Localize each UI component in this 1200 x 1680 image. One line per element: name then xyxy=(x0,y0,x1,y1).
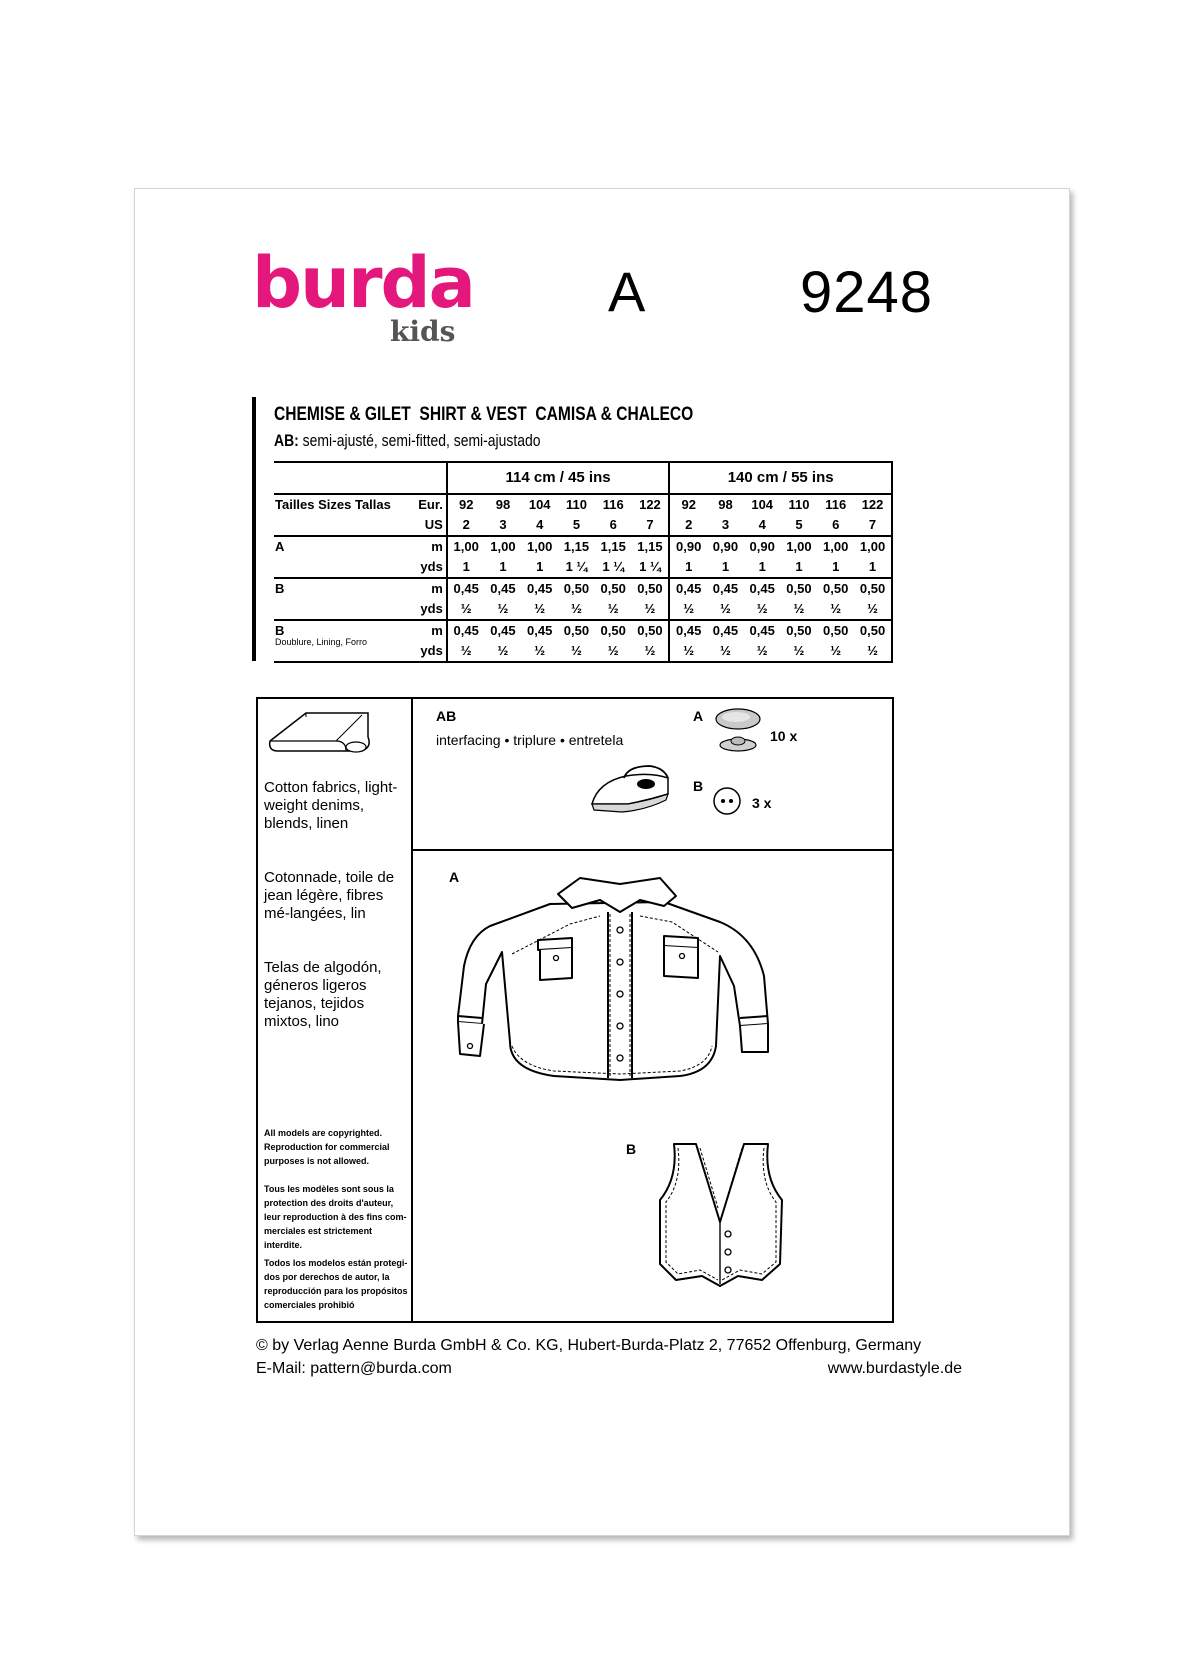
size-us: 6 xyxy=(595,515,632,536)
website-link[interactable]: www.burdastyle.de xyxy=(827,1360,962,1377)
yards-value: 1 xyxy=(669,557,707,578)
meters-value: 0,45 xyxy=(490,623,516,638)
yards-value: 1 ¼ xyxy=(632,557,670,578)
yards-value: 1 ¼ xyxy=(558,557,595,578)
yards-value: ½ xyxy=(781,599,818,620)
size-us: 7 xyxy=(632,515,670,536)
size-eur: 122 xyxy=(632,494,670,515)
size-us: 2 xyxy=(447,515,485,536)
yards-value: ½ xyxy=(558,599,595,620)
yards-value: 1 xyxy=(781,557,818,578)
meters-value: 0,50 xyxy=(854,620,892,641)
size-eur: 98 xyxy=(718,497,733,512)
size-eur: 92 xyxy=(681,497,696,512)
yards-value: ½ xyxy=(854,599,892,620)
size-us: 3 xyxy=(707,515,744,536)
width-header: 140 cm / 55 ins xyxy=(669,462,892,494)
title-bar xyxy=(252,397,256,661)
fabric-suggestions-en: Cotton fabrics, light-weight denims, blends, linen xyxy=(264,779,398,832)
yards-value: 1 xyxy=(485,557,522,578)
meters-value: 1,00 xyxy=(453,539,479,554)
yardage-row-m xyxy=(274,536,892,557)
pattern-number: 9248 xyxy=(800,260,934,325)
yards-value: 1 xyxy=(707,557,744,578)
empty-cell xyxy=(274,515,411,536)
snaps-view: A xyxy=(693,708,704,724)
size-eur: 98 xyxy=(495,497,511,512)
sizes-label: Tailles Sizes Tallas xyxy=(274,494,411,515)
yards-value: ½ xyxy=(854,641,892,662)
interfacing-text: interfacing • triplure • entretela xyxy=(436,732,624,748)
table-corner xyxy=(274,462,447,494)
yardage-row-m xyxy=(274,578,892,599)
view-row-label xyxy=(274,620,411,662)
meters-value: 0,45 xyxy=(453,581,479,596)
meters-value: 0,45 xyxy=(712,623,739,638)
view-row-label xyxy=(274,578,411,620)
yards-value: ½ xyxy=(485,599,522,620)
button-icon xyxy=(712,786,742,816)
size-us: 4 xyxy=(521,515,558,536)
yards-value: ½ xyxy=(632,599,670,620)
size-us: 6 xyxy=(817,515,854,536)
fabric-suggestions-es: Telas de algodón, géneros ligeros tejanos, tejidos mixtos, lino xyxy=(264,959,382,1030)
size-us: 3 xyxy=(485,515,522,536)
unit-yds: yds xyxy=(411,599,447,620)
meters-value: 0,45 xyxy=(527,623,553,638)
row-sub-label: Doublure, Lining, Forro xyxy=(275,637,368,647)
meters-value: 0,45 xyxy=(490,581,516,596)
meters-value: 1,00 xyxy=(490,539,516,554)
yardage-table xyxy=(274,461,893,663)
yards-value: ½ xyxy=(447,599,485,620)
snaps-quantity: 10 x xyxy=(770,728,798,744)
logo-burda: burda xyxy=(252,242,474,324)
yards-value: ½ xyxy=(744,641,781,662)
meters-value: 0,50 xyxy=(786,623,812,638)
row-view: B xyxy=(275,581,285,596)
meters-value: 0,50 xyxy=(823,623,849,638)
size-eur: 110 xyxy=(788,497,810,512)
size-eur: 122 xyxy=(854,494,892,515)
meters-value: 0,45 xyxy=(749,581,775,596)
yards-value: 1 xyxy=(854,557,892,578)
box-row-divider xyxy=(411,849,894,851)
yards-value: 1 xyxy=(817,557,854,578)
meters-value: 1,15 xyxy=(632,536,670,557)
width-header: 114 cm / 45 ins xyxy=(447,462,670,494)
iron-icon xyxy=(588,760,674,816)
meters-value: 1,00 xyxy=(823,539,849,554)
view-b-label: B xyxy=(626,1141,637,1157)
size-eur: 104 xyxy=(528,497,551,512)
buttons-view: B xyxy=(693,778,704,794)
meters-value: 0,50 xyxy=(854,578,892,599)
meters-value: 0,50 xyxy=(786,581,812,596)
yards-value: ½ xyxy=(817,599,854,620)
view-a-label: A xyxy=(449,869,460,885)
copyright-es: Todos los modelos están protegi-dos por derechos de autor, la reproducción para los propósitos comerciales prohibió xyxy=(264,1258,408,1310)
yards-value: ½ xyxy=(485,641,522,662)
width-header-row xyxy=(274,462,892,494)
meters-value: 1,00 xyxy=(854,536,892,557)
yards-value: ½ xyxy=(447,641,485,662)
yards-value: ½ xyxy=(521,641,558,662)
publisher-line: © by Verlag Aenne Burda GmbH & Co. KG, Hubert-Burda-Platz 2, 77652 Offenburg, Germany xyxy=(256,1337,922,1354)
yards-value: ½ xyxy=(558,641,595,662)
size-eur: 104 xyxy=(751,497,774,512)
meters-value: 1,00 xyxy=(786,539,812,554)
interfacing-views: AB xyxy=(436,708,457,724)
fabric-suggestions-fr: Cotonnade, toile de jean légère, fibres mé-langées, lin xyxy=(264,869,395,922)
us-label: US xyxy=(411,515,447,536)
meters-value: 0,50 xyxy=(632,578,670,599)
row-view: B xyxy=(275,623,285,638)
meters-value: 0,45 xyxy=(712,581,739,596)
yards-value: ½ xyxy=(707,641,744,662)
yards-value: ½ xyxy=(595,599,632,620)
yards-value: ½ xyxy=(707,599,744,620)
row-view: A xyxy=(275,539,285,554)
contact-email[interactable]: E-Mail: pattern@burda.com xyxy=(256,1360,452,1377)
copyright-fr: Tous les modèles sont sous la protection des droits d'auteur, leur reproduction à des fins com-merciales est strictement interdite. xyxy=(264,1184,407,1250)
unit-m: m xyxy=(411,536,447,557)
yards-value: ½ xyxy=(817,641,854,662)
meters-value: 0,45 xyxy=(676,623,702,638)
size-eur: 116 xyxy=(825,497,847,512)
meters-value: 0,45 xyxy=(527,581,553,596)
size-row-us xyxy=(274,515,892,536)
meters-value: 0,45 xyxy=(749,623,775,638)
meters-value: 0,45 xyxy=(676,581,702,596)
yardage-row-m xyxy=(274,620,892,641)
size-us: 5 xyxy=(781,515,818,536)
unit-yds: yds xyxy=(411,641,447,662)
size-us: 5 xyxy=(558,515,595,536)
burda-kids-logo xyxy=(252,242,474,358)
unit-m: m xyxy=(411,578,447,599)
size-row-eur xyxy=(274,494,892,515)
yards-value: 1 xyxy=(744,557,781,578)
copyright-en: All models are copyrighted. Reproduction for commercial purposes is not allowed. xyxy=(264,1128,390,1166)
size-us: 7 xyxy=(854,515,892,536)
eur-label: Eur. xyxy=(411,494,447,515)
fit-views: AB: xyxy=(274,431,299,450)
meters-value: 1,15 xyxy=(563,539,590,554)
meters-value: 0,50 xyxy=(563,623,590,638)
size-us: 4 xyxy=(744,515,781,536)
yards-value: ½ xyxy=(521,599,558,620)
meters-value: 0,90 xyxy=(676,539,702,554)
buttons-quantity: 3 x xyxy=(752,795,772,811)
yards-value: ½ xyxy=(632,641,670,662)
yards-value: ½ xyxy=(744,599,781,620)
meters-value: 0,50 xyxy=(563,581,590,596)
meters-value: 0,45 xyxy=(453,623,479,638)
meters-value: 1,15 xyxy=(600,539,626,554)
yards-value: ½ xyxy=(669,641,707,662)
yards-value: 1 ¼ xyxy=(595,557,632,578)
meters-value: 0,90 xyxy=(712,539,739,554)
meters-value: 0,90 xyxy=(749,539,775,554)
meters-value: 0,50 xyxy=(823,581,849,596)
size-eur: 110 xyxy=(565,497,587,512)
unit-m: m xyxy=(411,620,447,641)
size-eur: 116 xyxy=(602,497,624,512)
garment-title: CHEMISE & GILET SHIRT & VEST CAMISA & CHALECO xyxy=(274,404,694,425)
snap-fastener-icon xyxy=(712,707,766,755)
logo-kids: kids xyxy=(390,315,456,348)
size-us: 2 xyxy=(669,515,707,536)
view-row-label xyxy=(274,536,411,578)
fabric-bolt-icon xyxy=(266,707,374,757)
meters-value: 0,50 xyxy=(600,581,626,596)
fit-text: semi-ajusté, semi-fitted, semi-ajustado xyxy=(302,431,541,450)
yards-value: ½ xyxy=(669,599,707,620)
meters-value: 0,50 xyxy=(632,620,670,641)
vest-illustration xyxy=(652,1138,790,1292)
yards-value: ½ xyxy=(781,641,818,662)
fit-description xyxy=(274,431,541,451)
meters-value: 0,50 xyxy=(600,623,626,638)
unit-yds: yds xyxy=(411,557,447,578)
view-letter: A xyxy=(608,260,646,323)
meters-value: 1,00 xyxy=(527,539,553,554)
yards-value: 1 xyxy=(521,557,558,578)
box-column-divider xyxy=(411,697,413,1323)
shirt-illustration xyxy=(450,866,786,1084)
yards-value: 1 xyxy=(447,557,485,578)
size-eur: 92 xyxy=(458,497,474,512)
yards-value: ½ xyxy=(595,641,632,662)
